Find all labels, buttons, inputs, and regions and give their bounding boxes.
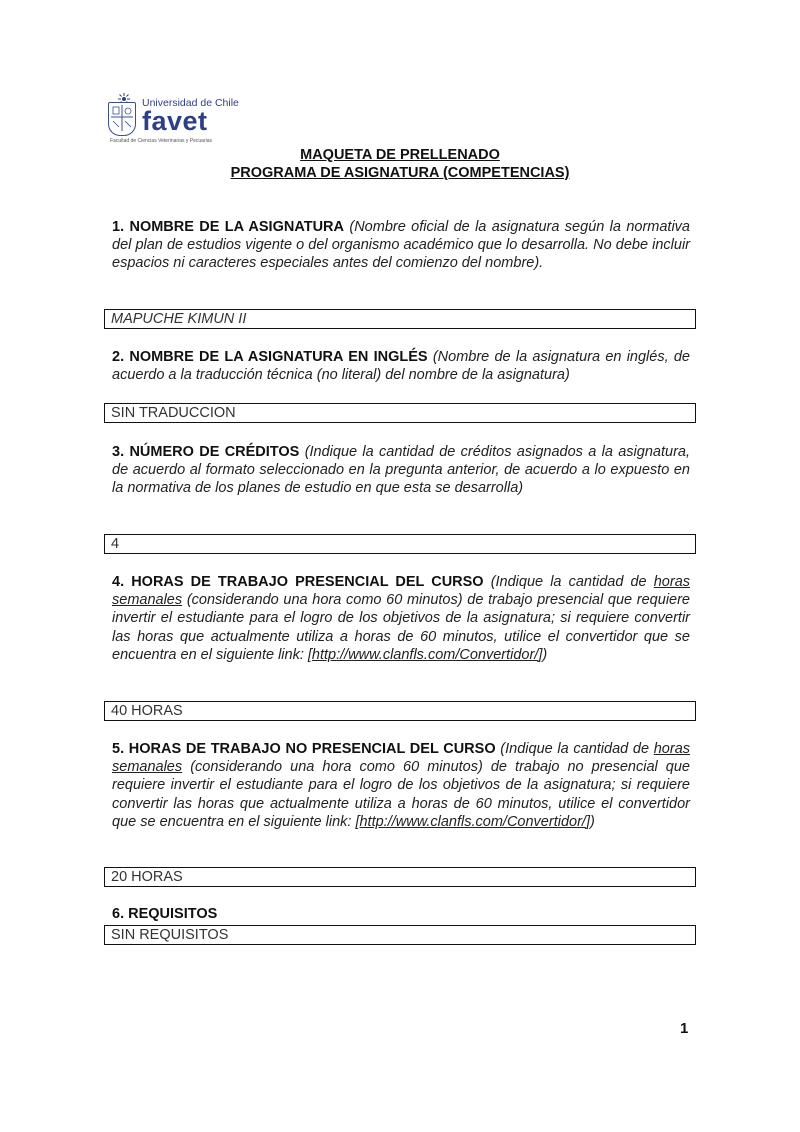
section-description-cont: (considerando una hora como 60 minutos) de trabajo presencial que requiere invertir el estudiante para el logro de los objetivos de la asignatura; si requiere convertir las horas que actualmente utiliza a horas de 60 minutos, utilice el convertidor que se encuentra en el siguiente link: [ [112, 592, 690, 663]
document-subtitle: PROGRAMA DE ASIGNATURA (COMPETENCIAS) [230, 165, 570, 181]
section-heading: NOMBRE DE LA ASIGNATURA [129, 219, 344, 235]
section-description: Nombre de la asignatura en inglés, de acuerdo a la traducción técnica (no literal) del nombre de la asignatura) [112, 349, 690, 384]
section-description-end: ]) [585, 813, 595, 830]
favet-logo [108, 92, 239, 146]
page-number: 1 [680, 1020, 689, 1037]
section-number: 2. [112, 349, 125, 365]
field-non-presential-hours[interactable]: 20 HORAS [104, 867, 696, 887]
weekly-hours-emphasis: horas semanales [112, 574, 691, 609]
field-credits[interactable]: 4 [104, 534, 696, 554]
university-shield-icon [108, 102, 136, 136]
section-number: 1. [112, 219, 125, 235]
section-number: 6. [112, 906, 125, 922]
section-heading: HORAS DE TRABAJO NO PRESENCIAL DEL CURSO [128, 741, 496, 757]
section-heading: REQUISITOS [128, 906, 218, 922]
field-course-name-english[interactable]: SIN TRADUCCION [104, 403, 696, 423]
section-2 [112, 348, 690, 384]
section-description: (Indique la cantidad de créditos asignados a la asignatura, de acuerdo al formato seleccionado en la pregunta anterior, de acuerdo a lo expuesto en la normativa de los planes de estudio en que esta se desarrolla) [112, 444, 690, 497]
section-description: (Indique la cantidad de [483, 574, 654, 590]
section-1 [112, 218, 690, 273]
section-description: (Indique la cantidad de [495, 741, 654, 757]
weekly-hours-emphasis: horas semanales [112, 741, 691, 776]
document-title: MAQUETA DE PRELLENADO [300, 147, 500, 163]
section-heading: NÚMERO DE CRÉDITOS [129, 444, 300, 460]
section-description-open: ( [344, 219, 355, 235]
section-heading: HORAS DE TRABAJO PRESENCIAL DEL CURSO [131, 574, 484, 590]
brand-name: favet [142, 106, 208, 136]
section-description-end: ]) [538, 646, 548, 663]
converter-link[interactable]: http://www.clanfls.com/Convertidor/ [311, 646, 539, 663]
field-presential-hours[interactable]: 40 HORAS [104, 701, 696, 721]
section-4 [112, 573, 690, 664]
section-number: 3. [112, 444, 125, 460]
section-6 [112, 905, 690, 923]
field-course-name[interactable]: MAPUCHE KIMUN II [104, 309, 696, 329]
university-name: Universidad de Chile [142, 97, 239, 109]
section-number: 4. [112, 574, 125, 590]
section-5 [112, 740, 690, 831]
section-description-cont: (considerando una hora como 60 minutos) de trabajo no presencial que requiere invertir el estudiante para el logro de los objetivos de la asignatura; si requiere convertir las horas que actualmente utiliza a horas de 60 minutos, utilice el convertidor que se encuentra en el siguiente link: [ [112, 759, 690, 830]
section-description: Nombre oficial de la asignatura según la normativa del plan de estudios vigente o del organismo académico que lo desarrolla. No debe incluir espacios ni caracteres especiales antes del comienzo del nombre). [112, 219, 690, 272]
field-requirements[interactable]: SIN REQUISITOS [104, 925, 696, 945]
converter-link[interactable]: http://www.clanfls.com/Convertidor/ [359, 813, 586, 830]
section-3 [112, 443, 690, 498]
section-heading: NOMBRE DE LA ASIGNATURA EN INGLÉS [129, 349, 428, 365]
section-number: 5. [112, 741, 125, 757]
section-description-open: ( [427, 349, 438, 365]
faculty-name: Facultad de Ciencias Veterinarias y Pecuarias [110, 138, 212, 144]
